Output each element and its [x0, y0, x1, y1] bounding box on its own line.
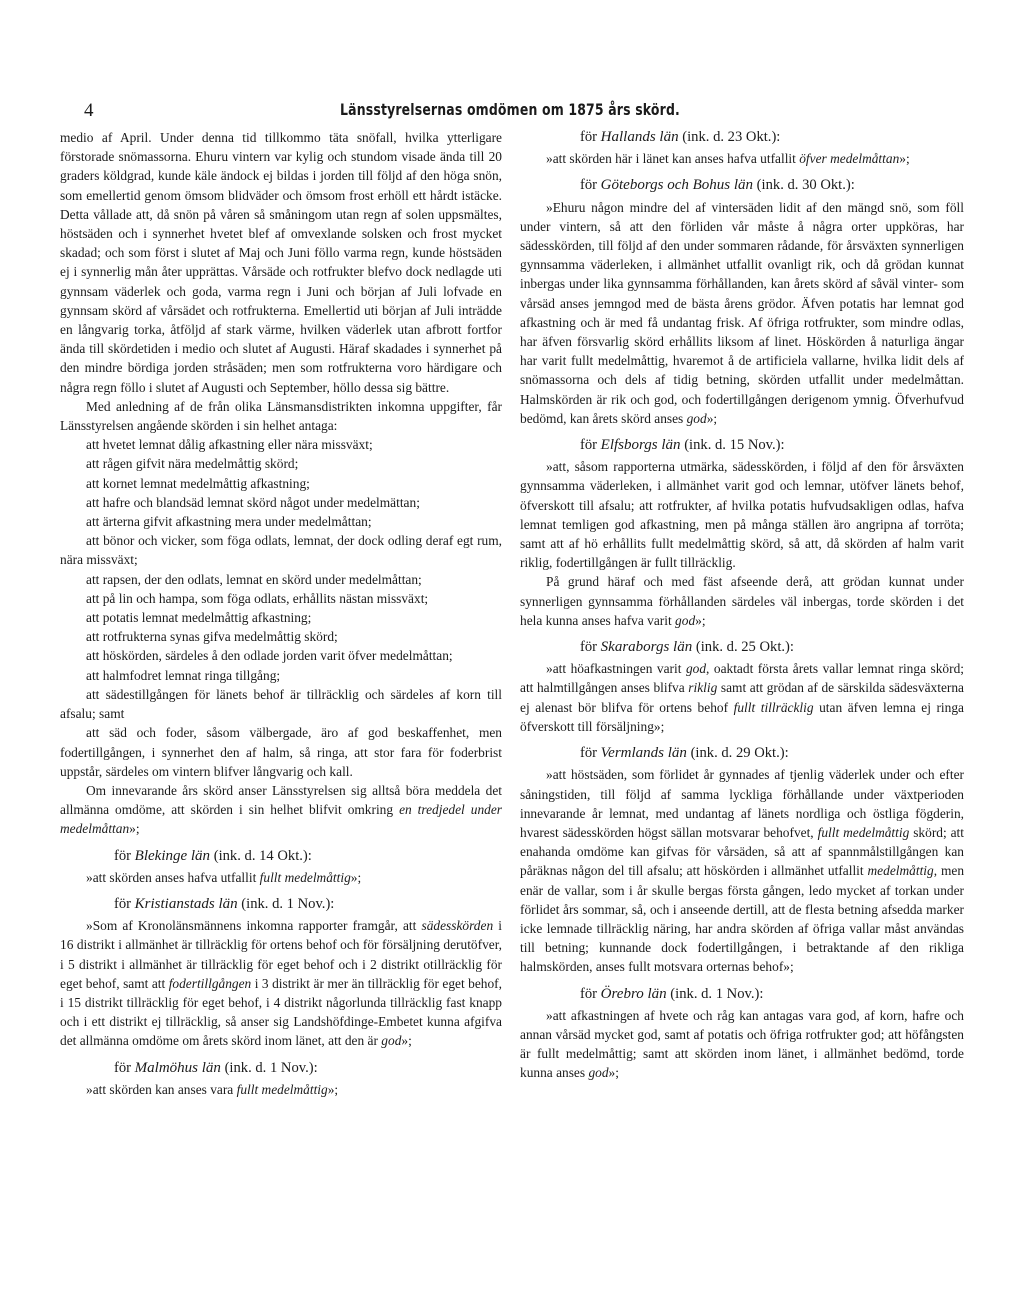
- emphasis: god: [381, 1033, 402, 1049]
- quote-blekinge: [60, 868, 502, 887]
- text-run: i 3 distrikt är mer än tillräcklig för eget behof, i 15 distrikt tillräcklig för eget behof, i 4 distrikt någorlunda tillräcklig fast knapp och i ett distrikt ej tillräcklig, så anser sig Landshöfdinge-Embetet kunna afgifva det allmänna omdöme om årets skörd inom länet, att den är: [60, 975, 502, 1049]
- emphasis: fodertillgången: [168, 975, 252, 991]
- list-item: att hvetet lemnat dålig afkastning eller nära missväxt;: [86, 437, 373, 453]
- text-run: »Som af Kronolänsmännens inkomna rapporter framgår, att: [86, 918, 422, 934]
- emphasis: en tredjedel under medelmåttan: [60, 802, 502, 837]
- text-run: , men enär de vallar, som i år skulle bergas första gången, ledo mycket af torkan under förlidet års sommar, så, och i anseende dertill, att de flesta betning afsedda marker icke lemnade tillräcklig näring, har andra skörden af öfriga vallar måst användas till betning; kunnande dock fodertillgången, i betraktande af den rikliga halmskörden, anses fullt motsvara orternas behof»;: [520, 863, 965, 975]
- emphasis: riklig: [688, 680, 718, 696]
- running-head: [60, 100, 960, 122]
- quote-orebro: [520, 1006, 964, 1083]
- emphasis: fullt tillräcklig: [733, 699, 814, 715]
- text-run: »;: [129, 821, 140, 837]
- quote-elfsborg-continued: [520, 572, 964, 630]
- emphasis: fullt medelmåttig: [236, 1081, 328, 1097]
- quote-skaraborg: [520, 659, 964, 736]
- text-run: »;: [695, 612, 706, 628]
- text-run: »;: [350, 869, 362, 885]
- date-note: (ink. d. 29 Okt.):: [686, 745, 789, 762]
- date-note: (ink. d. 23 Okt.):: [678, 129, 781, 145]
- text-run: »Ehuru någon mindre del af vintersäden lidit af den mängd snö, som föll under vintern, så att den förliden vår måste å några orter uppköras, har sädesskörden, till följd af den under sommaren rådande, för årsväxten synnerligen gynnsamma väderleken, i allmänhet utfallit ovanligt rik, och då grödan kunnat inbergas under lika gynnsamma förhållanden, kan årets skörd af såväl vinter- som vårsäd anses jemngod med de bästa årens grödor. Äfven potatis har lemnat god afkastning och är med få undantag frisk. Af öfriga rotfrukter, som mindre odlas, har äfven försvarlig skörd erhållits liksom af linet. Höskörden å naturliga ängar har varit fullt medelmåttig, hvaremot å de artificiela vallarne, hvilka lidit dels af snömassorna och dels af tidig betning, skörden utfallit under medelmåttan. Halmskörden är rik och god, och fodertillgången derigenom ymnig. Öfverhufvud bedömd, kan årets skörd anses: [520, 199, 964, 426]
- list-item: att säd och foder, såsom välbergade, äro af god beskaffenhet, men fodertillgången, i synnerhet den af halm, så ringa, att stor fara för foderbrist uppstår, särdeles om vintern blifver långvarig och kall.: [60, 725, 502, 779]
- text-run: Om innevarande års skörd anser Länsstyrelsen sig alltså böra meddela det allmänna omdöme, att skörden i sin helhet blifvit omkring: [60, 782, 502, 818]
- list-item: att rotfrukterna synas gifva medelmåttig skörd;: [86, 629, 338, 645]
- emphasis: god: [686, 410, 707, 426]
- date-note: (ink. d. 1 Nov.):: [220, 1059, 318, 1076]
- section-heading-hallands: [520, 128, 964, 147]
- quote-kristianstad: [60, 916, 502, 1050]
- text-run: »;: [327, 1081, 339, 1097]
- emphasis: fullt medelmåttig: [817, 824, 910, 840]
- text-run: »;: [706, 410, 718, 426]
- quote-vermland: [520, 765, 964, 976]
- text-run: för: [580, 639, 601, 656]
- list-item: att bönor och vicker, som föga odlats, lemnat, der dock odling deraf egt rum, nära missväxt;: [60, 533, 502, 568]
- list-item: att sädestillgången för länets behof är tillräcklig och särdeles af korn till afsalu; samt: [60, 686, 502, 722]
- text-run: »att höafkastningen varit: [546, 661, 686, 677]
- section-heading-blekinge: [60, 847, 502, 866]
- section-heading-vermland: [520, 744, 964, 763]
- emphasis: god: [685, 661, 707, 677]
- county-name: Göteborgs och Bohus län: [600, 177, 754, 194]
- paragraph: medio af April. Under denna tid tillkommo täta snöfall, hvilka ytterligare förstorade snömassorna. Ehuru vintern var kylig och stundom visade ända till 20 graders köldgrad, kunde käle ändock ej bildas i jorden till följd af den höga snön, som emellertid genom ömsom blidväder och ömsom frost erhöll ett hårdt istäcke. Detta vållade att, då snön på våren så småningom utan regn af solen uppsmältes, höstsäden och i synnerhet hvetet blef af omvexlande solsken och frost mycket skadad; och som först i slutet af Maj och Juni föllo varma regn, kunde höstsäden ej i synnerlig mån åter upprättas. Vårsäde och rotfrukter blefvo dock nedlagde uti gynnsam väderlek och goda, varma regn i Juni och början af Juli lofvade en gynnsam skörd af vårsädet och rotfrukterna. Emellertid uti början af Juli inträdde en långvarig torka, åtföljd af stark värme, hvilken väderlek utan afbrott fortfor ända till skördetiden i medio och slutet af Augusti. Häraf skadades i synnerhet på den mindre bördiga jorden stråsäden; men som rotfrukterna voro härdigare och några regn föllo i slutet af Augusti och September, höllo dessa sig bättre.: [60, 130, 502, 395]
- text-run: På grund häraf och med fäst afseende derå, att grödan kunnat under synnerligen gynnsamma förhållanden särdeles väl inbergas, torde skörden i det hela kunna anses hafva varit: [520, 574, 964, 628]
- county-name: Skaraborgs län: [600, 639, 693, 656]
- emphasis: god: [675, 612, 696, 628]
- text-run: för: [114, 847, 135, 864]
- text-run: utan äfven lemna ej ringa öfverskott till försäljning»;: [520, 699, 964, 734]
- list-item: att hafre och blandsäd lemnat skörd något under medelmättan;: [86, 494, 420, 510]
- list-item: att rapsen, der den odlats, lemnat en skörd under medelmåttan;: [86, 571, 422, 587]
- county-name: Malmöhus län: [134, 1059, 221, 1076]
- quote-hallands: [520, 149, 964, 168]
- text-run: »att skörden anses hafva utfallit: [86, 869, 260, 885]
- text-run: skörd; att enahanda omdöme kan gifvas för vårsäden, så att af spannmålstillgången kan påräknas någon del till afsalu; att höskörden i allmänhet utfallit: [520, 824, 964, 879]
- page-title: Länsstyrelsernas omdömen om 1875 års skörd.: [340, 100, 680, 119]
- text-run: , oaktadt första årets vallar lemnat ringa skörd; att halmtillgången anses blifva: [520, 661, 964, 696]
- conclusion-paragraph: [60, 781, 502, 839]
- date-note: (ink. d. 1 Nov.):: [666, 985, 764, 1002]
- list-item: att halmfodret lemnat ringa tillgång;: [86, 667, 281, 683]
- section-heading-orebro: [520, 985, 964, 1004]
- quote-elfsborg: »att, såsom rapporterna utmärka, sädesskörden, i följd af den för årsväxten gynnsamma väderleken, i allmänhet varit god och lemnar, utöfver länets behof, öfverskott till afsalu; att rotfrukter, af hvilka potatis hufvudsakligen odlas, hafva lemnat temligen god afkastning, men på många ställen äro angripna af torröta; samt att af hö erhållits fullt medelmåttig skörd, så att, då skörden af halm varit riklig, fodertillgången är fullt tillräcklig.: [520, 459, 964, 571]
- list-item: att på lin och hampa, som föga odlats, erhållits nästan missväxt;: [86, 590, 429, 606]
- emphasis: fullt medelmåttig: [259, 869, 351, 885]
- county-name: Elfsborgs län: [600, 437, 681, 454]
- text-run: för: [114, 895, 135, 912]
- text-run: »att skörden kan anses vara: [86, 1081, 237, 1097]
- section-heading-malmohus: [60, 1059, 502, 1078]
- text-run: för: [580, 129, 601, 145]
- list-item: att kornet lemnat medelmåttig afkastning;: [86, 475, 310, 491]
- emphasis: öfver medelmåttan: [799, 151, 900, 167]
- text-run: samt att grödan af de särskilda sädesväxterna ej alenast bör blifva för ortens behof: [520, 680, 964, 715]
- emphasis: sädesskörden: [421, 918, 494, 934]
- list-item: att potatis lemnat medelmåttig afkastning;: [86, 610, 312, 626]
- county-name: Kristianstads län: [134, 895, 238, 912]
- list-item: att höskörden, särdeles å den odlade jorden varit öfver medelmåttan;: [86, 648, 453, 664]
- text-run: för: [580, 437, 601, 454]
- section-heading-kristianstad: [60, 895, 502, 914]
- text-run: för: [580, 177, 601, 194]
- date-note: (ink. d. 25 Okt.):: [692, 639, 794, 656]
- text-run: »;: [899, 151, 910, 167]
- date-note: (ink. d. 15 Nov.):: [680, 437, 785, 454]
- right-column: [520, 128, 964, 1083]
- section-heading-goteborg: [520, 176, 964, 195]
- page-number: 4: [84, 100, 94, 121]
- list-item: att ärterna gifvit afkastning mera under medelmåttan;: [86, 514, 372, 530]
- left-column: [60, 128, 502, 1099]
- county-name: Hallands län: [600, 129, 679, 145]
- text-run: för: [580, 745, 601, 762]
- text-run: »;: [608, 1065, 619, 1081]
- text-run: »;: [401, 1033, 412, 1049]
- emphasis: god: [588, 1065, 609, 1081]
- text-run: för: [580, 985, 601, 1002]
- county-name: Blekinge län: [134, 847, 211, 864]
- section-heading-elfsborg: [520, 436, 964, 455]
- county-name: Örebro län: [600, 985, 667, 1002]
- text-run: i 16 distrikt i allmänhet är tillräcklig för ortens behof och för försäljning derutöfver, i 5 distrikt i allmänhet är tillräcklig för eget behof och i 2 distrikt otillräcklig för eget behof, samt att: [60, 918, 502, 991]
- quote-goteborg: [520, 198, 964, 428]
- date-note: (ink. d. 30 Okt.):: [753, 177, 855, 194]
- date-note: (ink. d. 1 Nov.):: [237, 895, 335, 912]
- county-name: Vermlands län: [600, 745, 687, 762]
- emphasis: medelmåttig: [867, 863, 934, 879]
- date-note: (ink. d. 14 Okt.):: [210, 847, 312, 864]
- paragraph: Med anledning af de från olika Länsmansdistrikten inkomna uppgifter, får Länsstyrelsen angående skörden i sin helhet antaga:: [60, 398, 502, 434]
- section-heading-skaraborg: [520, 638, 964, 657]
- list-item: att rågen gifvit nära medelmåttig skörd;: [86, 456, 299, 472]
- text-run: för: [114, 1059, 135, 1076]
- text-run: »att afkastningen af hvete och råg kan antagas vara god, af korn, hafre och annan vårsäd mycket god, samt af potatis och öfriga rotfrukter god; att höfångsten är fullt medelmåttig; samt att skörden inom länet, i allmänhet bedömd, torde kunna anses: [520, 1007, 964, 1081]
- text-run: »att skörden här i länet kan anses hafva utfallit: [546, 151, 800, 167]
- quote-malmohus: [60, 1080, 502, 1099]
- text-run: »att höstsäden, som förlidet år gynnades af tjenlig väderlek under och efter såningstiden, till följd af samma lyckliga förhållande under växtperioden innevarande år lemnat, med undantag af länets nordliga och östliga fögderin, hvarest sädesskörden högst sällan motsvarar behofvet,: [520, 767, 964, 840]
